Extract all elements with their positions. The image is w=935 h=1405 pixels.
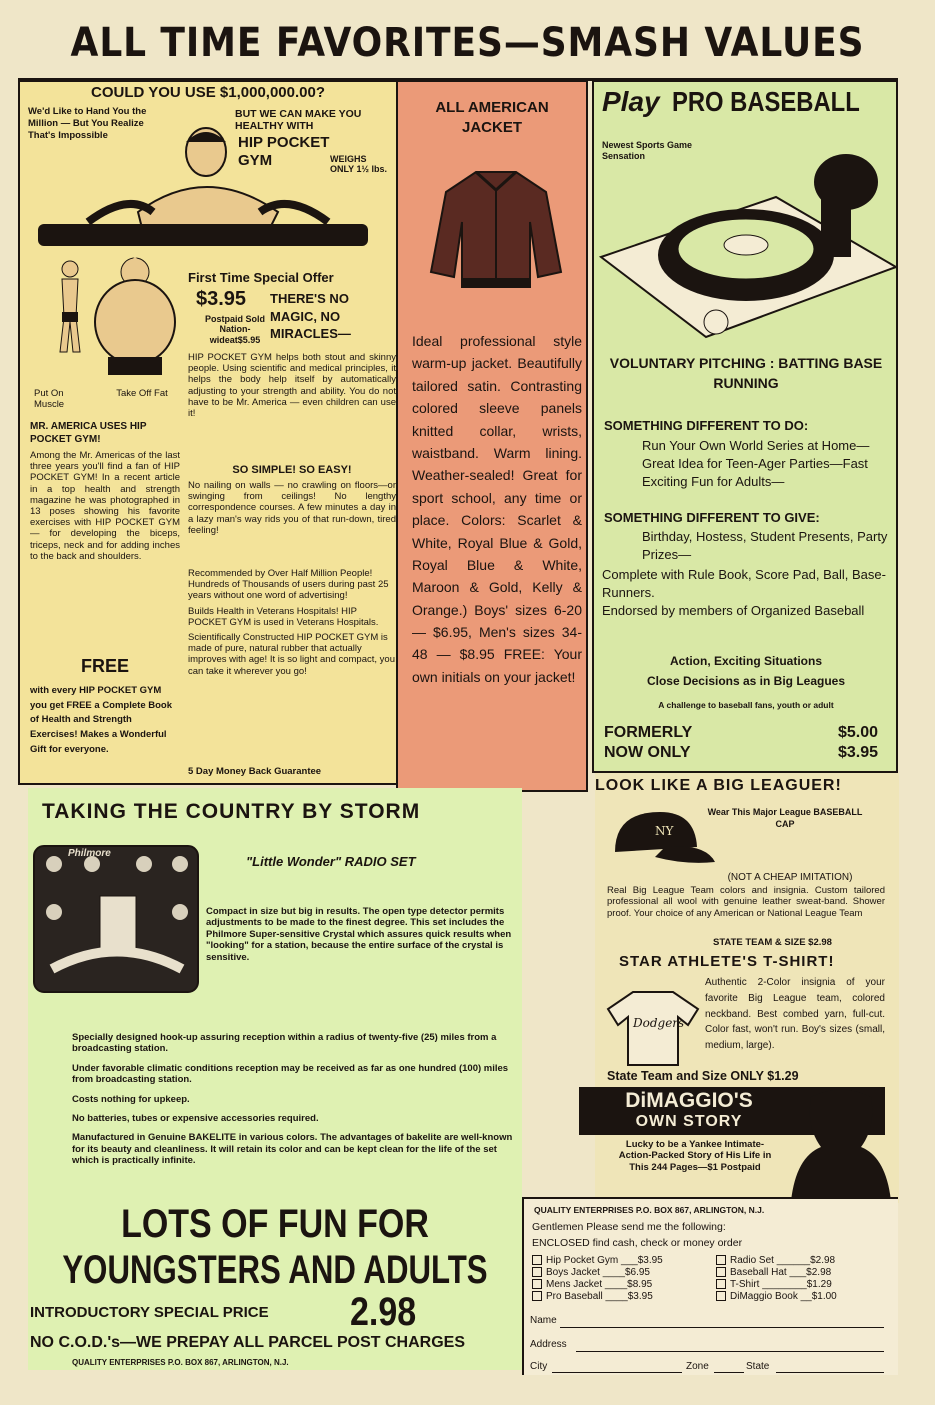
order-item-price: $8.95 (627, 1279, 653, 1290)
radio-fun-line-2: YOUNGSTERS AND ADULTS (62, 1248, 488, 1292)
baseball-give-title: SOMETHING DIFFERENT TO GIVE: (604, 510, 820, 525)
baseball-game-illustration (596, 137, 896, 347)
order-item-name: Pro Baseball (546, 1291, 603, 1302)
order-item-radio-set[interactable]: Radio Set ______$2.98 (716, 1255, 835, 1266)
baseball-tag: Newest Sports Game Sensation (602, 140, 693, 161)
radio-product: "Little Wonder" RADIO SET (246, 854, 416, 869)
baseball-features: VOLUNTARY PITCHING : BATTING BASE RUNNING (609, 355, 883, 391)
jacket-ad (396, 80, 588, 792)
order-state-field[interactable] (776, 1372, 884, 1373)
gym-body-1: HIP POCKET GYM helps both stout and skinny people. Using scientific and medical principles, it helps the body help itself by automatically adjusting to your strength and ability. You do not have to be Mr. America — even children can use it! (188, 352, 396, 420)
baseball-ad (592, 80, 898, 773)
gym-product-name: HIP POCKET GYM (238, 134, 330, 169)
muscle-man-illustration (28, 112, 368, 262)
before-after-illustration (40, 257, 190, 382)
dimaggio-portrait (791, 1087, 891, 1201)
gym-bullet: Recommended by Over Half Million People! Hundreds of Thousands of users during past 25 years without one word of advertising! (188, 568, 389, 602)
order-item-t-shirt[interactable]: T-Shirt ________$1.29 (716, 1279, 832, 1290)
order-item-name: Radio Set (730, 1255, 774, 1266)
gym-right-tag: BUT WE CAN MAKE YOU HEALTHY WITH (235, 108, 362, 133)
tshirt-illustration (603, 987, 703, 1067)
order-city-label: City (530, 1361, 548, 1372)
order-city-field[interactable] (552, 1372, 682, 1373)
order-item-name: Boys Jacket (546, 1267, 600, 1278)
cap-state: STATE TEAM & SIZE $2.98 (713, 937, 832, 948)
dimaggio-body: Lucky to be a Yankee Intimate-Action-Packed Story of His Life in This 244 Pages—$1 Postpaid (618, 1139, 772, 1173)
radio-bullet: Under favorable climatic conditions reception may be received as far as one hundred (100) miles from broadcasting station. (72, 1062, 509, 1086)
cap-ad (595, 773, 899, 1203)
order-item-boys-jacket[interactable]: Boys Jacket ____$6.95 (532, 1267, 650, 1278)
order-address-label: Address (530, 1339, 567, 1350)
page-title: ALL TIME FAVORITES—SMASH VALUES (70, 20, 865, 66)
baseball-complete: Complete with Rule Book, Score Pad, Ball, Base-Runners. (602, 567, 886, 600)
cap-headline: LOOK LIKE A BIG LEAGUER! (595, 777, 842, 794)
order-zone-field[interactable] (714, 1372, 744, 1373)
radio-intro: INTRODUCTORY SPECIAL PRICE (30, 1304, 269, 1321)
order-zone-label: Zone (686, 1361, 709, 1372)
radio-bullet: No batteries, tubes or expensive accessories required. (72, 1112, 319, 1124)
gym-body-2: No nailing on walls — no crawling on floors—or swinging from ceilings! No lengthy correspondence courses. A few minutes a day in a lazy man's way rids you of that run-down, tired feeling! (188, 480, 396, 536)
order-item-price: $1.29 (806, 1279, 832, 1290)
radio-desc: Compact in size but big in results. The open type detector permits adjustments to be made to the finest degree. This set includes the Philmore Super-sensitive Crystal which assures quick results when "looking" for a station, because the entire surface of the crystal is sensitive. (206, 906, 512, 963)
gym-guarantee: 5 Day Money Back Guarantee (188, 766, 322, 777)
mr-america-title: MR. AMERICA USES HIP POCKET GYM! (30, 421, 147, 445)
radio-price: 2.98 (350, 1290, 417, 1334)
order-item-name: Mens Jacket (546, 1279, 603, 1290)
order-checkbox[interactable] (532, 1291, 542, 1301)
gym-bullets (188, 568, 396, 677)
order-form (522, 1197, 898, 1375)
dimaggio-title-1: DiMAGGIO'S (625, 1089, 753, 1112)
baseball-give-body: Birthday, Hostess, Student Presents, Party Prizes— (642, 529, 888, 562)
radio-bullet: Specially designed hook-up assuring reception within a radius of twenty-five (25) miles from a broadcasting station. (72, 1032, 497, 1055)
baseball-formerly-label: FORMERLY (604, 724, 693, 741)
order-item-hip-pocket-gym[interactable]: Hip Pocket Gym ___$3.95 (532, 1255, 663, 1266)
order-checkbox[interactable] (716, 1267, 726, 1277)
baseball-now-label: NOW ONLY (604, 744, 691, 761)
cap-body: Real Big League Team colors and insignia. Custom tailored professional all wool with genuine leather sweat-band. Shower proof. Your choice of any American or National League Team (607, 885, 885, 919)
order-item-price: $3.95 (637, 1255, 663, 1266)
radio-ad (28, 788, 522, 1370)
baseball-endorsed: Endorsed by members of Organized Baseball (602, 603, 865, 618)
radio-no-cod: NO C.O.D.'s—WE PREPAY ALL PARCEL POST CHARGES (30, 1334, 465, 1351)
order-checkbox[interactable] (532, 1255, 542, 1265)
baseball-formerly-price: $5.00 (838, 724, 879, 741)
gym-so-simple: SO SIMPLE! SO EASY! (232, 464, 352, 476)
order-address-field[interactable] (576, 1351, 884, 1352)
jacket-title: ALL AMERICAN JACKET (435, 99, 549, 136)
order-address: QUALITY ENTERPRISES P.O. BOX 867, ARLINGTON, N.J. (534, 1205, 765, 1215)
order-item-pro-baseball[interactable]: Pro Baseball ____$3.95 (532, 1291, 653, 1302)
baseball-do-body: Run Your Own World Series at Home—Great Idea for Teen-Ager Parties—Fast Exciting Fun for Adults— (642, 438, 870, 489)
radio-brand: Philmore (68, 848, 111, 859)
gym-ad (18, 80, 398, 785)
radio-bullets (72, 1032, 518, 1167)
order-item-name: DiMaggio Book (730, 1291, 798, 1302)
radio-bullet: Costs nothing for upkeep. (72, 1093, 190, 1105)
order-checkbox[interactable] (716, 1291, 726, 1301)
gym-weighs: WEIGHS ONLY 1½ lbs. (330, 154, 388, 175)
svg-text:Dodgers: Dodgers (633, 1016, 685, 1030)
order-enclosed: ENCLOSED find cash, check or money order (532, 1237, 743, 1249)
order-checkbox[interactable] (532, 1279, 542, 1289)
order-item-price: $2.98 (806, 1267, 832, 1278)
svg-text:NY: NY (655, 824, 674, 838)
baseball-now-price: $3.95 (838, 744, 879, 761)
radio-headline: TAKING THE COUNTRY BY STORM (42, 800, 421, 823)
tshirt-body: Authentic 2-Color insignia of your favorite Big League team, colored neckband. Best combed yarn, full-cut. Color fast, won't run. Boy's sizes (small, medium, large). (705, 977, 885, 1052)
order-state-label: State (746, 1361, 770, 1372)
order-item-mens-jacket[interactable]: Mens Jacket ____$8.95 (532, 1279, 652, 1290)
jacket-body: Ideal professional style warm-up jacket. Beautifully tailored satin. Contrasting colored sleeve panels knitted collar, wrists, waistband. Warm lining. Weather-sealed! Great for sport school, any time or place. Colors: Scarlet & White, Royal Blue & Gold, Royal Blue & White, Maroon & Gold, Kelly & Orange.) Boys' sizes 6-20 — $6.95, Men's sizes 34-48 — $8.95 FREE: Your own initials on your jacket! (412, 333, 582, 685)
radio-set-illustration (32, 844, 202, 996)
order-item-price: $2.98 (810, 1255, 836, 1266)
jacket-illustration (426, 162, 566, 292)
gym-bullet: Builds Health in Veterans Hospitals! HIP POCKET GYM is used in Veterans Hospitals. (188, 605, 379, 628)
order-checkbox[interactable] (716, 1255, 726, 1265)
gym-bullet: Scientifically Constructed HIP POCKET GYM is made of pure, natural rubber that actually improves with age! It is so light and compact, you can take it wherever you go! (188, 632, 395, 677)
gym-caption-left: Put On Muscle (34, 388, 65, 411)
radio-bullet: Manufactured in Genuine BAKELITE in various colors. The advantages of bakelite are well-known for its beauty and cleanliness. It will retain its color and can be kept clean for the life of the set which is practically infinite. (72, 1132, 513, 1167)
gym-free: FREE (80, 656, 129, 676)
baseball-action: Action, Exciting Situations (669, 654, 822, 668)
gym-left-tag: We'd Like to Hand You the Million — But You Realize That's Impossible (28, 106, 147, 141)
order-item-price: $6.95 (624, 1267, 650, 1278)
tshirt-title: STAR ATHLETE'S T-SHIRT! (619, 953, 835, 970)
order-item-name: Baseball Hat (730, 1267, 787, 1278)
radio-fun-line-1: LOTS OF FUN FOR (121, 1202, 429, 1246)
radio-address: QUALITY ENTERPRISES P.O. BOX 867, ARLINGTON, N.J. (72, 1358, 289, 1367)
order-name-label: Name (530, 1315, 557, 1326)
gym-price: $3.95 (196, 288, 247, 310)
cap-tag: Wear This Major League BASEBALL CAP (707, 807, 863, 829)
order-checkbox[interactable] (716, 1279, 726, 1289)
order-intro: Gentlemen Please send me the following: (532, 1221, 726, 1233)
order-name-field[interactable] (560, 1327, 884, 1328)
gym-postpaid: Postpaid Sold Nation-wideat$5.95 (204, 314, 265, 345)
gym-no-magic: THERE'S NO MAGIC, NO MIRACLES— (270, 291, 351, 342)
baseball-do-title: SOMETHING DIFFERENT TO DO: (604, 418, 809, 433)
mr-america-body: Among the Mr. Americas of the last three years you'll find a fan of HIP POCKET GYM! In a recent article in a top health and strength magazine he was photographed in 13 poses showing his favorite exercises with HIP POCKET GYM — for developing the biceps, triceps, neck and for adding inches to the back and shoulders. (30, 450, 180, 562)
baseball-close: Close Decisions as in Big Leagues (646, 674, 846, 688)
order-item-name: T-Shirt (730, 1279, 760, 1290)
baseball-challenge: A challenge to baseball fans, youth or adult (658, 700, 834, 710)
tshirt-price: State Team and Size ONLY $1.29 (607, 1069, 799, 1083)
cap-not-cheap: (NOT A CHEAP IMITATION) (727, 872, 853, 883)
gym-caption-right: Take Off Fat (116, 388, 168, 399)
gym-free-body: with every HIP POCKET GYM you get FREE a Complete Book of Health and Strength Exercises! Makes a Wonderful Gift for everyone. (30, 685, 172, 755)
baseball-cap-illustration (605, 807, 715, 867)
baseball-title: PRO BASEBALL (672, 86, 860, 117)
order-item-baseball-hat[interactable]: Baseball Hat ___$2.98 (716, 1267, 831, 1278)
gym-headline: COULD YOU USE $1,000,000.00? (91, 84, 325, 101)
order-checkbox[interactable] (532, 1267, 542, 1277)
order-item-name: Hip Pocket Gym (546, 1255, 619, 1266)
order-item-dimaggio-book[interactable]: DiMaggio Book __$1.00 (716, 1291, 837, 1302)
gym-first-time: First Time Special Offer (188, 270, 334, 285)
baseball-play: Play (602, 86, 660, 117)
order-item-price: $1.00 (811, 1291, 837, 1302)
dimaggio-title-2: OWN STORY (635, 1113, 743, 1130)
order-item-price: $3.95 (627, 1291, 653, 1302)
